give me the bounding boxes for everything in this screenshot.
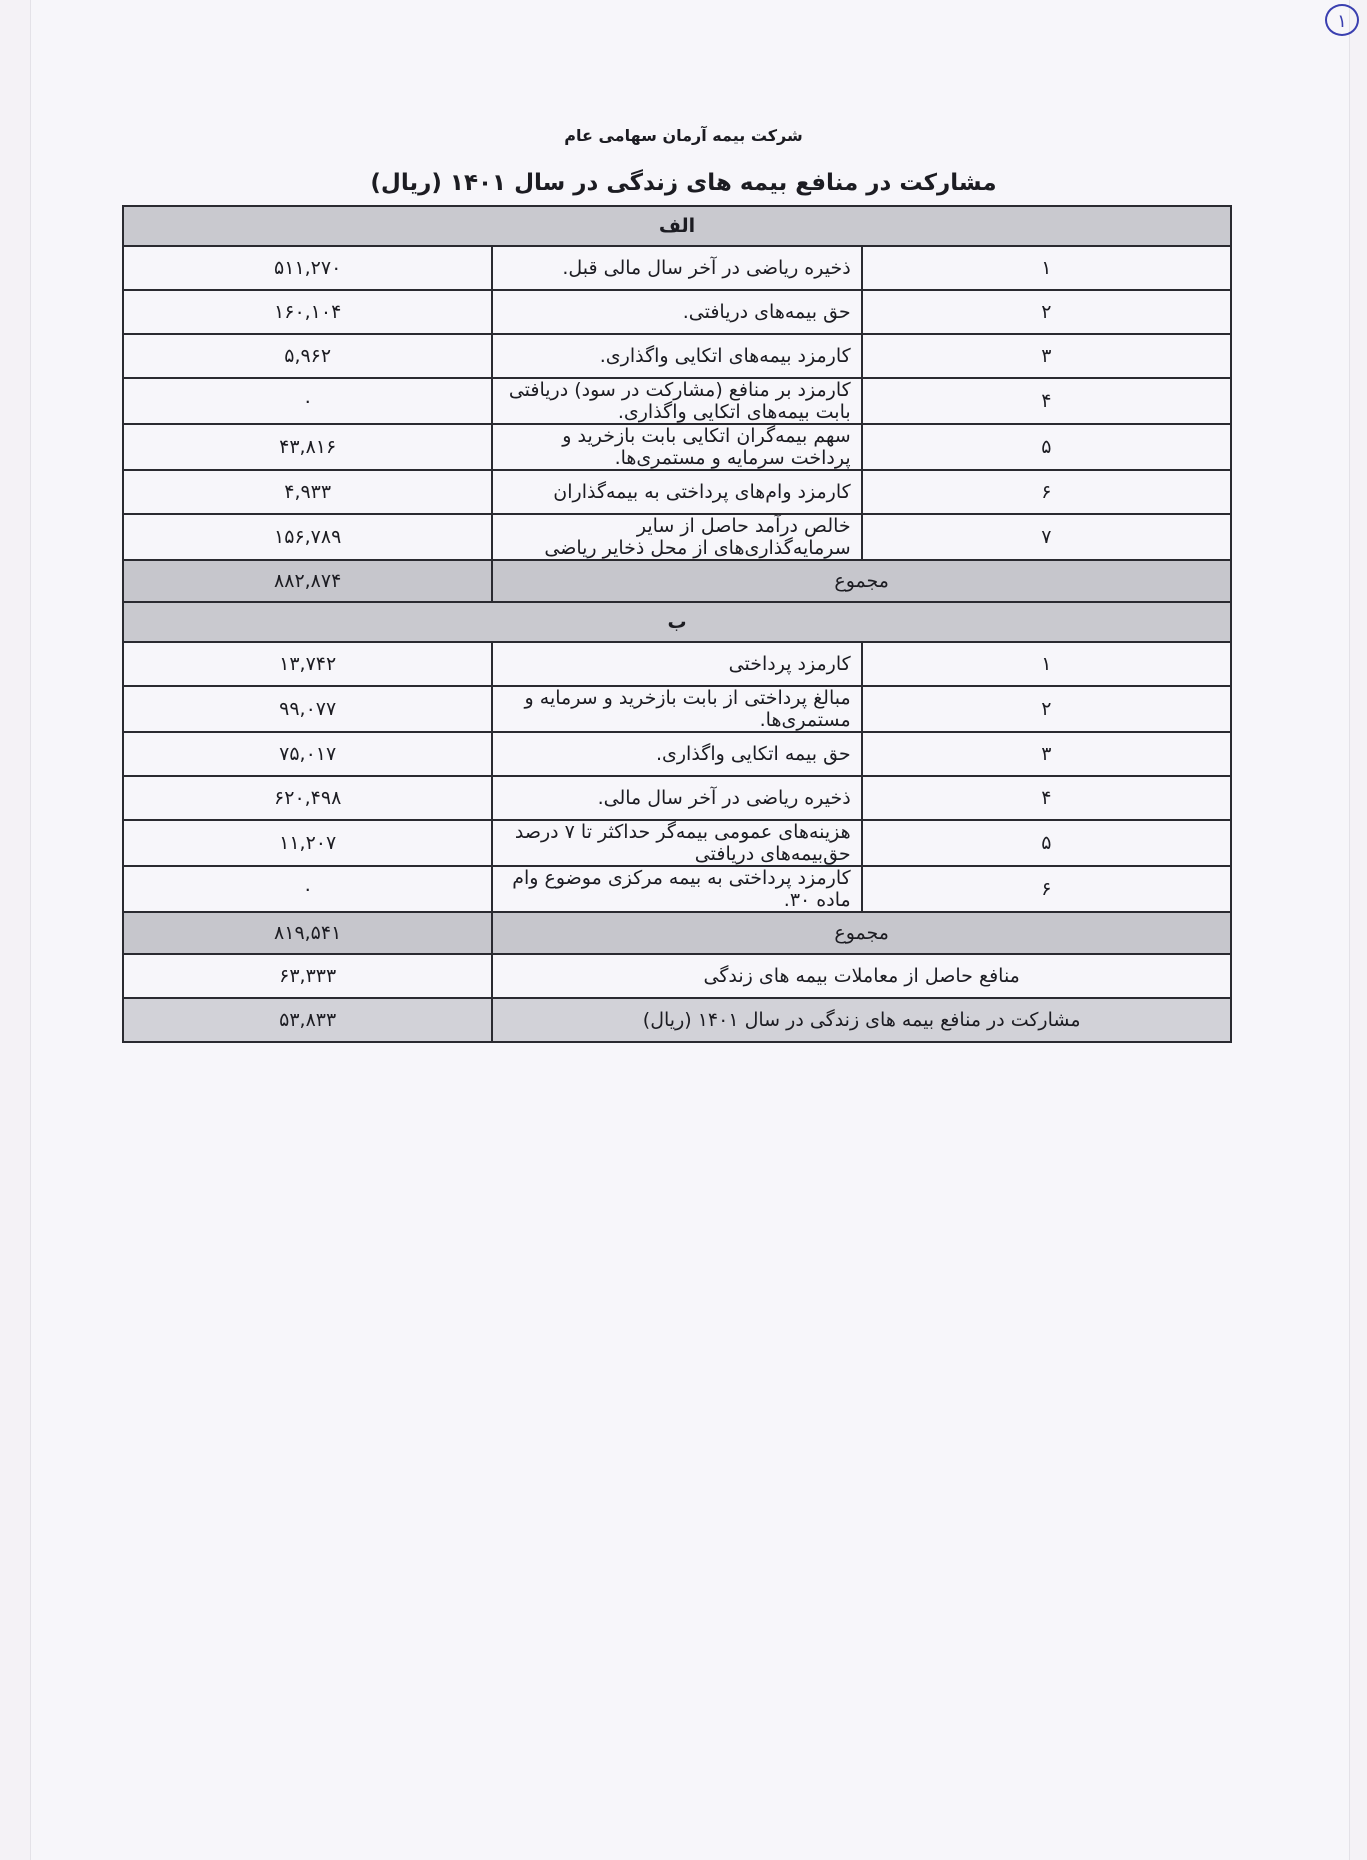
benefit-row — [123, 954, 1231, 998]
row-value: ۹۹,۰۷۷ — [123, 686, 492, 732]
row-description: حق بیمه‌های دریافتی. — [492, 290, 861, 334]
benefit-label: منافع حاصل از معاملات بیمه های زندگی — [492, 954, 1231, 998]
row-value: ۴,۹۳۳ — [123, 470, 492, 514]
section-b-label: ب — [123, 602, 1231, 642]
section-a-total-row — [123, 560, 1231, 602]
table-row — [123, 424, 1231, 470]
row-value: ۶۲۰,۴۹۸ — [123, 776, 492, 820]
report-title: مشارکت در منافع بیمه های زندگی در سال ۱۴۰۱ (ریال) — [370, 170, 997, 196]
row-value: ۰ — [123, 378, 492, 424]
section-b-total-label: مجموع — [492, 912, 1231, 954]
table-row — [123, 514, 1231, 560]
row-description: حق بیمه اتکایی واگذاری. — [492, 732, 861, 776]
row-value: ۱۱,۲۰۷ — [123, 820, 492, 866]
row-description: خالص درآمد حاصل از سایر سرمایه‌گذاری‌های از محل ذخایر ریاضی — [492, 514, 861, 560]
table-row — [123, 246, 1231, 290]
section-a-header — [123, 206, 1231, 246]
row-number: ۵ — [862, 820, 1231, 866]
benefit-value: ۶۳,۳۳۳ — [123, 954, 492, 998]
row-description: کارمزد وام‌های پرداختی به بیمه‌گذاران — [492, 470, 861, 514]
table-row — [123, 642, 1231, 686]
row-description: سهم بیمه‌گران اتکایی بابت بازخرید و پرداخت سرمایه و مستمری‌ها. — [492, 424, 861, 470]
table-row — [123, 776, 1231, 820]
table-row — [123, 866, 1231, 912]
page-number-stamp: ۱ — [1325, 4, 1359, 36]
row-number: ۴ — [862, 776, 1231, 820]
row-value: ۵۱۱,۲۷۰ — [123, 246, 492, 290]
row-value: ۱۳,۷۴۲ — [123, 642, 492, 686]
row-value: ۷۵,۰۱۷ — [123, 732, 492, 776]
row-description: هزینه‌های عمومی بیمه‌گر حداکثر تا ۷ درصد حق‌بیمه‌های دریافتی — [492, 820, 861, 866]
section-b-total-row — [123, 912, 1231, 954]
table-row — [123, 378, 1231, 424]
row-description: کارمزد بر منافع (مشارکت در سود) دریافتی بابت بیمه‌های اتکایی واگذاری. — [492, 378, 861, 424]
section-a-label: الف — [123, 206, 1231, 246]
row-value: ۱۵۶,۷۸۹ — [123, 514, 492, 560]
row-description: ذخیره ریاضی در آخر سال مالی قبل. — [492, 246, 861, 290]
row-number: ۲ — [862, 290, 1231, 334]
row-number: ۳ — [862, 334, 1231, 378]
row-number: ۱ — [862, 642, 1231, 686]
row-description: مبالغ پرداختی از بابت بازخرید و سرمایه و مستمری‌ها. — [492, 686, 861, 732]
row-value: ۱۶۰,۱۰۴ — [123, 290, 492, 334]
row-description: کارمزد پرداختی به بیمه مرکزی موضوع وام ماده ۳۰. — [492, 866, 861, 912]
participation-value: ۵۳,۸۳۳ — [123, 998, 492, 1042]
row-value: ۰ — [123, 866, 492, 912]
row-number: ۴ — [862, 378, 1231, 424]
section-a-total-label: مجموع — [492, 560, 1231, 602]
row-value: ۴۳,۸۱۶ — [123, 424, 492, 470]
table-row — [123, 732, 1231, 776]
row-number: ۶ — [862, 866, 1231, 912]
section-a-total-value: ۸۸۲,۸۷۴ — [123, 560, 492, 602]
section-b-total-value: ۸۱۹,۵۴۱ — [123, 912, 492, 954]
company-name: شرکت بیمه آرمان سهامی عام — [564, 126, 803, 145]
row-number: ۱ — [862, 246, 1231, 290]
participation-row — [123, 998, 1231, 1042]
row-value: ۵,۹۶۲ — [123, 334, 492, 378]
row-number: ۵ — [862, 424, 1231, 470]
report-table — [122, 205, 1232, 1043]
table-row — [123, 470, 1231, 514]
table-row — [123, 334, 1231, 378]
table-row — [123, 820, 1231, 866]
participation-label: مشارکت در منافع بیمه های زندگی در سال ۱۴۰۱ (ریال) — [492, 998, 1231, 1042]
row-number: ۳ — [862, 732, 1231, 776]
table-row — [123, 290, 1231, 334]
row-number: ۶ — [862, 470, 1231, 514]
row-number: ۲ — [862, 686, 1231, 732]
row-description: ذخیره ریاضی در آخر سال مالی. — [492, 776, 861, 820]
table-row — [123, 686, 1231, 732]
section-b-header — [123, 602, 1231, 642]
row-description: کارمزد پرداختی — [492, 642, 861, 686]
row-description: کارمزد بیمه‌های اتکایی واگذاری. — [492, 334, 861, 378]
row-number: ۷ — [862, 514, 1231, 560]
